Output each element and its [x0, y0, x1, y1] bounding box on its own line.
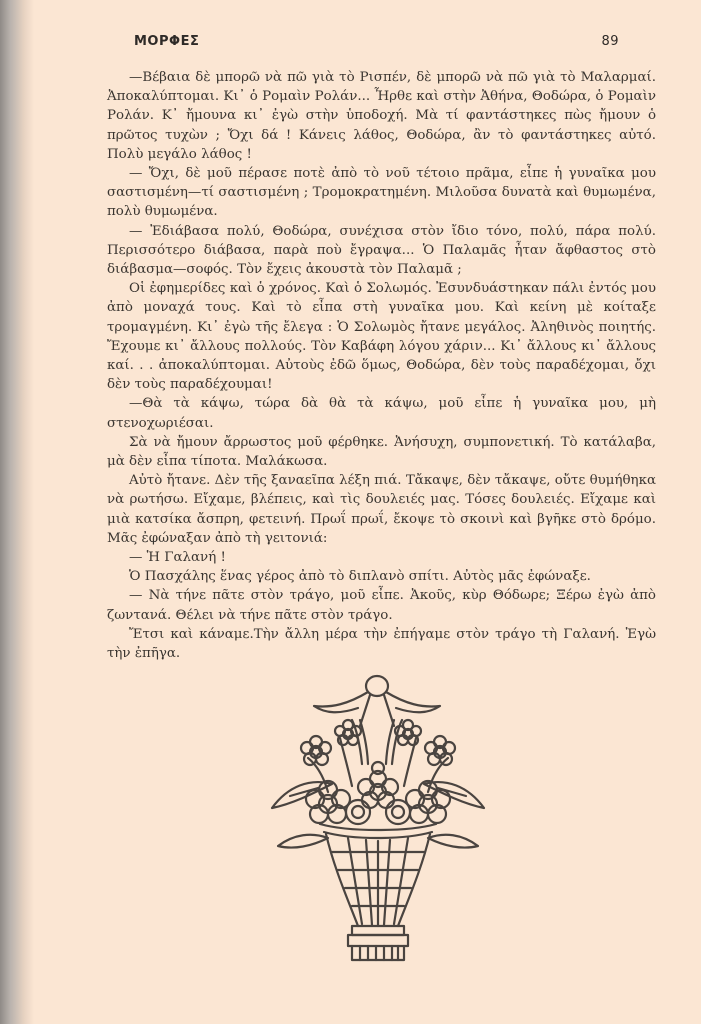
running-header — [134, 34, 619, 52]
page-number: 89 — [601, 34, 619, 49]
running-title: ΜΟΡΦΕΣ — [134, 34, 200, 49]
paragraph: Ὁ Πασχάλης ἕνας γέρος ἀπὸ τὸ διπλανὸ σπίτι. Αὐτὸς μᾶς ἐφώναξε. — [129, 569, 591, 585]
paragraph: Οἱ ἐφημερίδες καὶ ὁ χρόνος. Καὶ ὁ Σολωμός. Ἐσυνδυάστηκαν πάλι ἐντός μου ἀπὸ μοναχά τους. Καὶ τὸ εἶπα στὴ γυναῖκα μου. Καὶ κείνη μὲ κοίταξε τρομαγμένη. Κι᾽ ἐγὼ τῆς ἔλεγα : Ὁ Σολωμὸς ἤτανε μεγάλος. Ἀληθινὸς ποιητής. Ἔχουμε κι᾽ ἄλλους πολλούς. Τὸν Καβάφη λόγου χάριν... Κι᾽ ἄλλους κι᾽ ἄλλους καί. . . ἀποκαλύπτομαι. Αὐτοὺς ἐδῶ ὅμως, Θοδώρα, δὲν τοὺς παραδέχομαι, ὄχι δὲν τοὺς παραδέχουμαι! — [107, 281, 656, 393]
paragraph: — Ἡ Γαλανή ! — [129, 550, 226, 566]
paragraph: — Νὰ τήνε πᾶτε στὸν τράγο, μοῦ εἶπε. Ἀκοῦς, κὺρ Θόδωρε; Ξέρω ἐγὼ ἀπὸ ζωντανά. Θέλει νὰ τήνε πᾶτε στὸν τράγο. — [107, 588, 656, 623]
paragraph: — Ἐδιάβασα πολύ, Θοδώρα, συνέχισα στὸν ἴδιο τόνο, πολύ, πάρα πολύ. Περισσότερο διάβασα, παρὰ ποὺ ἔγραψα... Ὁ Παλαμᾶς ἦταν ἄφθαστος στὸ διάβασμα—σοφός. Τὸν ἔχεις ἀκουστὰ τὸν Παλαμᾶ ; — [107, 223, 656, 278]
paragraph: —Βέβαια δὲ μπορῶ νὰ πῶ γιὰ τὸ Ρισπέν, δὲ μπορῶ νὰ πῶ γιὰ τὸ Μαλαρμαί. Ἀποκαλύπτομαι. Κι᾽ ὁ Ρομαὶν Ρολάν... Ἦρθε καὶ στὴν Ἀθήνα, Θοδώρα, ὁ Ρομαὶν Ρολάν. Κ᾽ ἤμουνα κι᾽ ἐγὼ στὴν ὑποδοχή. Μὰ τί φαντάστηκες πὼς ἤμουν ὁ πρῶτος τυχὼν ; Ὄχι δά ! Κάνεις λάθος, Θοδώρα, ἂν τὸ φαντάστηκες αὐτό. Πολὺ μεγάλο λάθος ! — [107, 70, 656, 162]
paragraph: — Ὄχι, δὲ μοῦ πέρασε ποτὲ ἀπὸ τὸ νοῦ τέτοιο πρᾶμα, εἶπε ἡ γυναῖκα μου σαστισμένη—τί σαστισμένη ; Τρομοκρατημένη. Μιλοῦσα δυνατὰ καὶ θυμωμένα, πολὺ θυμωμένα. — [107, 166, 656, 220]
page-edge-shadow — [0, 0, 34, 1024]
paragraph: Σὰ νὰ ἤμουν ἄρρωστος μοῦ φέρθηκε. Ἀνήσυχη, συμπονετική. Τὸ κατάλαβα, μὰ δὲν εἶπα τίποτα. Μαλάκωσα. — [107, 434, 656, 470]
paragraph: Αὐτὸ ἤτανε. Δὲν τῆς ξαναεῖπα λέξη πιά. Τἄκαψε, δὲν τἄκαψε, οὔτε θυμήθηκα νὰ ρωτήσω. Εἴχαμε, βλέπεις, καὶ τὶς δουλειές μας. Τόσες δουλειές. Εἴχαμε καὶ μιὰ κατσίκα ἄσπρη, φετεινή. Πρωΐ πρωΐ, ἔκοψε τὸ σκοινὶ καὶ βγῆκε στὸ δρόμο. Μᾶς ἐφώναξαν ἀπὸ τὴ γειτονιά: — [107, 473, 656, 546]
paragraph: Ἔτσι καὶ κάναμε.Τὴν ἄλλη μέρα τὴν ἐπήγαμε στὸν τράγο τὴ Γαλανή. Ἐγὼ τὴν ἐπῆγα. — [107, 626, 656, 662]
paragraph: —Θὰ τὰ κάψω, τώρα δὰ θὰ τὰ κάψω, μοῦ εἶπε ἡ γυναῖκα μου, μὴ στενοχωριέσαι. — [107, 396, 656, 431]
body-text — [107, 68, 656, 663]
flower-basket-icon — [248, 668, 508, 978]
